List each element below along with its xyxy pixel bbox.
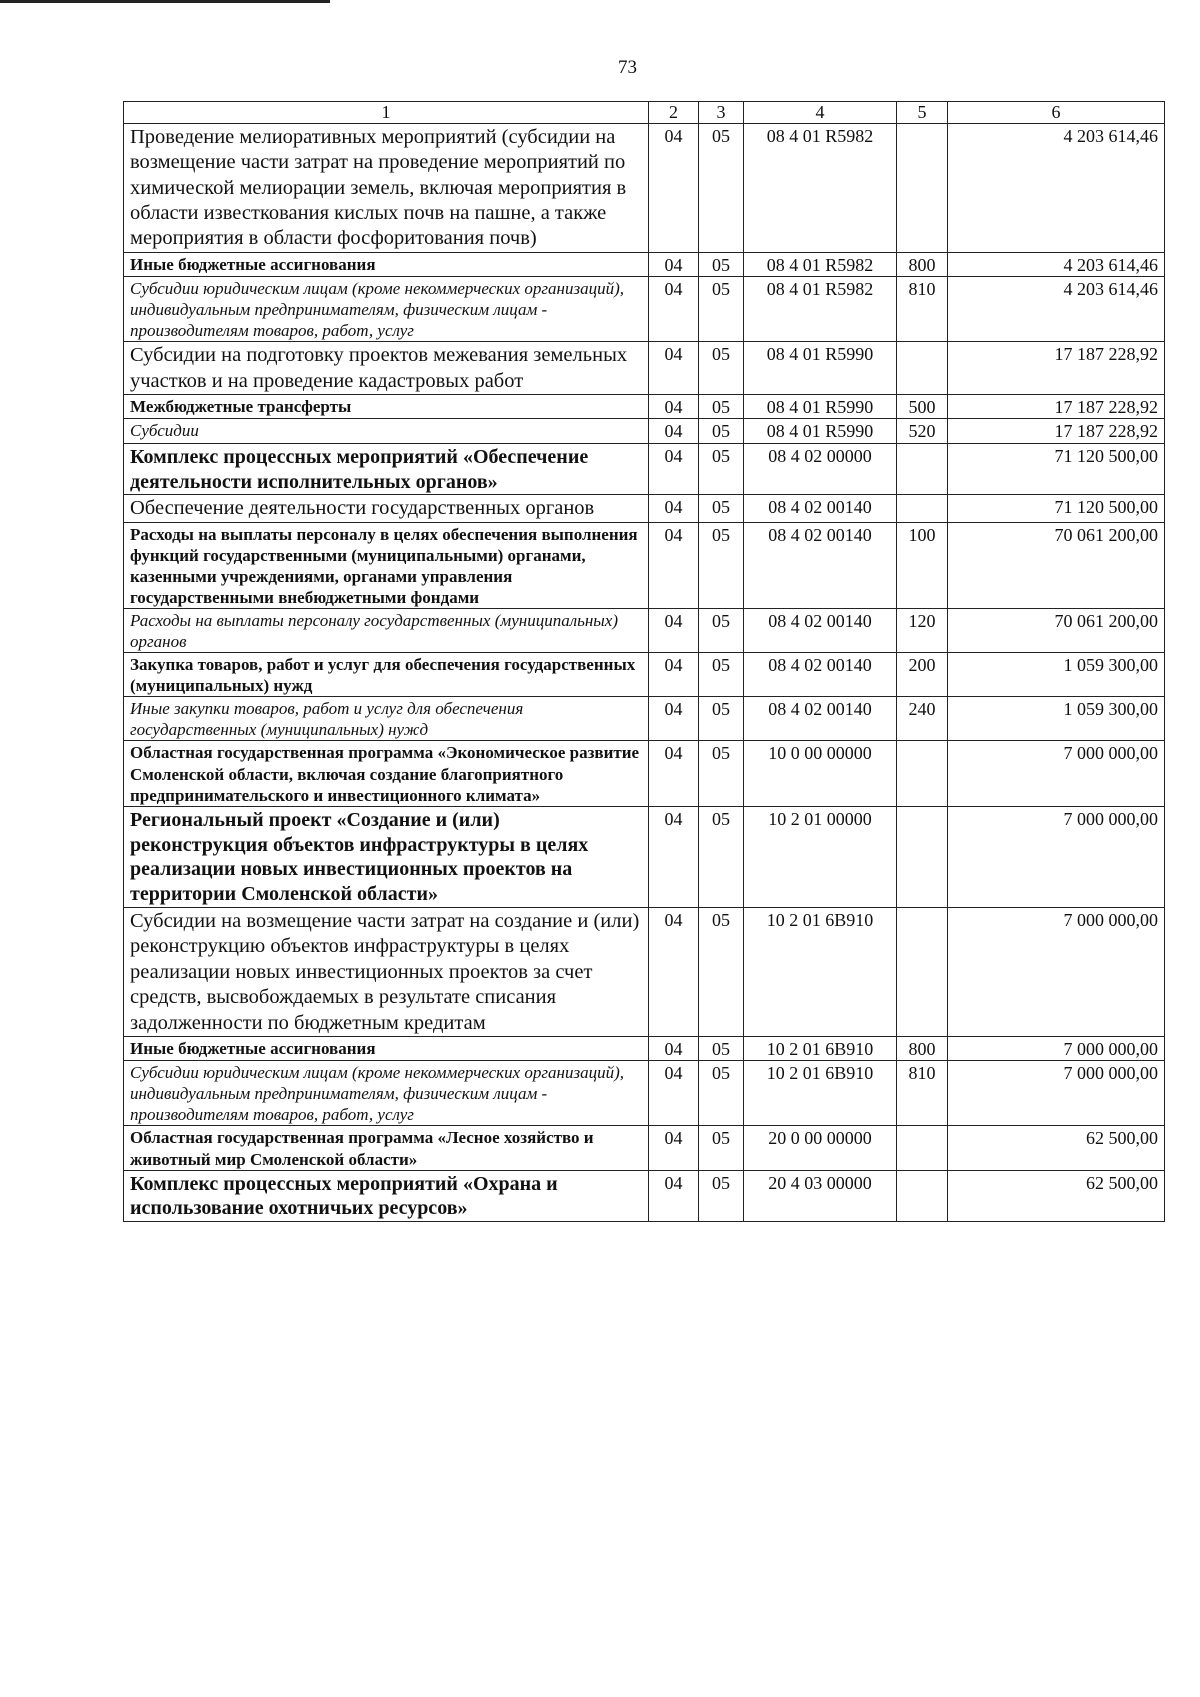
row-vr	[897, 443, 948, 495]
row-csr: 20 0 00 00000	[744, 1126, 897, 1170]
row-csr: 08 4 02 00140	[744, 653, 897, 697]
row-sum: 17 187 228,92	[948, 395, 1165, 419]
row-sum: 7 000 000,00	[948, 806, 1165, 907]
row-name: Субсидии	[124, 419, 649, 443]
row-vr	[897, 342, 948, 395]
row-vr: 100	[897, 522, 948, 608]
row-vr	[897, 1170, 948, 1222]
row-rz: 04	[649, 609, 699, 653]
row-sum: 1 059 300,00	[948, 697, 1165, 741]
row-vr	[897, 806, 948, 907]
row-vr: 240	[897, 697, 948, 741]
row-name: Иные бюджетные ассигнования	[124, 252, 649, 276]
table-row	[124, 1126, 1165, 1170]
header-col-6: 6	[948, 102, 1165, 124]
row-vr: 520	[897, 419, 948, 443]
header-col-1: 1	[124, 102, 649, 124]
table-row	[124, 806, 1165, 907]
header-col-3: 3	[699, 102, 744, 124]
row-name: Региональный проект «Создание и (или) реконструкция объектов инфраструктуры в целях реализации новых инвестиционных проектов на территории Смоленской области»	[124, 806, 649, 907]
table-body	[124, 123, 1165, 1222]
row-rz: 04	[649, 653, 699, 697]
table-row	[124, 342, 1165, 395]
row-name: Субсидии юридическим лицам (кроме некоммерческих организаций), индивидуальным предпринимателям, физическим лицам - производителям товаров, работ, услуг	[124, 1061, 649, 1126]
row-rz: 04	[649, 419, 699, 443]
table-row	[124, 419, 1165, 443]
row-pr: 05	[699, 1126, 744, 1170]
row-rz: 04	[649, 443, 699, 495]
row-rz: 04	[649, 907, 699, 1036]
table-row	[124, 1061, 1165, 1126]
row-name: Закупка товаров, работ и услуг для обеспечения государственных (муниципальных) нужд	[124, 653, 649, 697]
row-rz: 04	[649, 395, 699, 419]
row-pr: 05	[699, 443, 744, 495]
table-row	[124, 1170, 1165, 1222]
row-csr: 08 4 02 00140	[744, 522, 897, 608]
table-row	[124, 277, 1165, 342]
table-row	[124, 1036, 1165, 1060]
table-row	[124, 252, 1165, 276]
row-csr: 10 2 01 6В910	[744, 907, 897, 1036]
row-pr: 05	[699, 697, 744, 741]
row-sum: 70 061 200,00	[948, 609, 1165, 653]
row-sum: 7 000 000,00	[948, 1061, 1165, 1126]
row-csr: 08 4 01 R5982	[744, 277, 897, 342]
row-vr	[897, 1126, 948, 1170]
row-csr: 08 4 01 R5982	[744, 252, 897, 276]
row-vr: 200	[897, 653, 948, 697]
row-name: Комплекс процессных мероприятий «Обеспечение деятельности исполнительных органов»	[124, 443, 649, 495]
row-sum: 4 203 614,46	[948, 123, 1165, 252]
row-pr: 05	[699, 1170, 744, 1222]
row-pr: 05	[699, 252, 744, 276]
row-vr: 120	[897, 609, 948, 653]
row-pr: 05	[699, 907, 744, 1036]
row-pr: 05	[699, 123, 744, 252]
row-name: Иные закупки товаров, работ и услуг для обеспечения государственных (муниципальных) нужд	[124, 697, 649, 741]
row-sum: 17 187 228,92	[948, 419, 1165, 443]
row-csr: 08 4 01 R5990	[744, 395, 897, 419]
row-pr: 05	[699, 653, 744, 697]
row-name: Субсидии на подготовку проектов межевания земельных участков и на проведение кадастровых работ	[124, 342, 649, 395]
header-col-4: 4	[744, 102, 897, 124]
row-rz: 04	[649, 697, 699, 741]
row-csr: 10 0 00 00000	[744, 741, 897, 806]
table-row	[124, 653, 1165, 697]
row-rz: 04	[649, 806, 699, 907]
row-rz: 04	[649, 1126, 699, 1170]
row-rz: 04	[649, 342, 699, 395]
row-rz: 04	[649, 1061, 699, 1126]
header-col-5: 5	[897, 102, 948, 124]
row-sum: 1 059 300,00	[948, 653, 1165, 697]
row-csr: 08 4 01 R5990	[744, 419, 897, 443]
row-sum: 17 187 228,92	[948, 342, 1165, 395]
row-name: Проведение мелиоративных мероприятий (субсидии на возмещение части затрат на проведение мероприятий по химической мелиорации земель, включая мероприятия в области известкования кислых почв на пашне, а также мероприятия в области фосфоритования почв)	[124, 123, 649, 252]
row-csr: 10 2 01 6В910	[744, 1036, 897, 1060]
table-row	[124, 495, 1165, 522]
row-csr: 10 2 01 00000	[744, 806, 897, 907]
row-csr: 08 4 02 00140	[744, 495, 897, 522]
row-sum: 7 000 000,00	[948, 741, 1165, 806]
row-csr: 20 4 03 00000	[744, 1170, 897, 1222]
row-name: Расходы на выплаты персоналу государственных (муниципальных) органов	[124, 609, 649, 653]
row-csr: 08 4 01 R5982	[744, 123, 897, 252]
table-row	[124, 907, 1165, 1036]
row-name: Межбюджетные трансферты	[124, 395, 649, 419]
row-vr	[897, 495, 948, 522]
top-rule	[0, 0, 330, 3]
row-csr: 08 4 01 R5990	[744, 342, 897, 395]
row-vr: 800	[897, 252, 948, 276]
row-pr: 05	[699, 741, 744, 806]
row-sum: 71 120 500,00	[948, 443, 1165, 495]
row-rz: 04	[649, 1036, 699, 1060]
row-pr: 05	[699, 609, 744, 653]
row-pr: 05	[699, 806, 744, 907]
table-row	[124, 697, 1165, 741]
table-row	[124, 443, 1165, 495]
row-name: Областная государственная программа «Лесное хозяйство и животный мир Смоленской области»	[124, 1126, 649, 1170]
row-vr: 500	[897, 395, 948, 419]
row-pr: 05	[699, 277, 744, 342]
row-name: Иные бюджетные ассигнования	[124, 1036, 649, 1060]
table-row	[124, 395, 1165, 419]
row-rz: 04	[649, 277, 699, 342]
row-rz: 04	[649, 741, 699, 806]
row-name: Субсидии юридическим лицам (кроме некоммерческих организаций), индивидуальным предпринимателям, физическим лицам - производителям товаров, работ, услуг	[124, 277, 649, 342]
row-rz: 04	[649, 252, 699, 276]
row-sum: 7 000 000,00	[948, 907, 1165, 1036]
row-rz: 04	[649, 495, 699, 522]
header-col-2: 2	[649, 102, 699, 124]
row-vr: 800	[897, 1036, 948, 1060]
row-pr: 05	[699, 522, 744, 608]
table-header-row	[124, 102, 1165, 124]
row-pr: 05	[699, 1036, 744, 1060]
row-name: Комплекс процессных мероприятий «Охрана и использование охотничьих ресурсов»	[124, 1170, 649, 1222]
row-pr: 05	[699, 495, 744, 522]
table-row	[124, 522, 1165, 608]
table-row	[124, 123, 1165, 252]
row-name: Расходы на выплаты персоналу в целях обеспечения выполнения функций государственными (муниципальными) органами, казенными учреждениями, органами управления государственными внебюджетными фондами	[124, 522, 649, 608]
row-sum: 4 203 614,46	[948, 252, 1165, 276]
row-sum: 7 000 000,00	[948, 1036, 1165, 1060]
row-sum: 4 203 614,46	[948, 277, 1165, 342]
row-vr	[897, 123, 948, 252]
page-number: 73	[618, 57, 637, 78]
budget-table	[123, 101, 1165, 1222]
row-vr	[897, 741, 948, 806]
row-csr: 08 4 02 00140	[744, 609, 897, 653]
row-sum: 62 500,00	[948, 1170, 1165, 1222]
row-csr: 08 4 02 00140	[744, 697, 897, 741]
row-pr: 05	[699, 1061, 744, 1126]
row-name: Обеспечение деятельности государственных органов	[124, 495, 649, 522]
row-rz: 04	[649, 522, 699, 608]
row-sum: 70 061 200,00	[948, 522, 1165, 608]
table-row	[124, 609, 1165, 653]
row-name: Областная государственная программа «Экономическое развитие Смоленской области, включая создание благоприятного предпринимательского и инвестиционного климата»	[124, 741, 649, 806]
row-sum: 62 500,00	[948, 1126, 1165, 1170]
row-vr: 810	[897, 277, 948, 342]
row-pr: 05	[699, 342, 744, 395]
row-csr: 08 4 02 00000	[744, 443, 897, 495]
row-rz: 04	[649, 123, 699, 252]
row-vr	[897, 907, 948, 1036]
row-csr: 10 2 01 6В910	[744, 1061, 897, 1126]
row-pr: 05	[699, 419, 744, 443]
row-name: Субсидии на возмещение части затрат на создание и (или) реконструкцию объектов инфраструктуры в целях реализации новых инвестиционных проектов за счет средств, высвобождаемых в результате списания задолженности по бюджетным кредитам	[124, 907, 649, 1036]
row-sum: 71 120 500,00	[948, 495, 1165, 522]
table-row	[124, 741, 1165, 806]
row-rz: 04	[649, 1170, 699, 1222]
row-vr: 810	[897, 1061, 948, 1126]
row-pr: 05	[699, 395, 744, 419]
